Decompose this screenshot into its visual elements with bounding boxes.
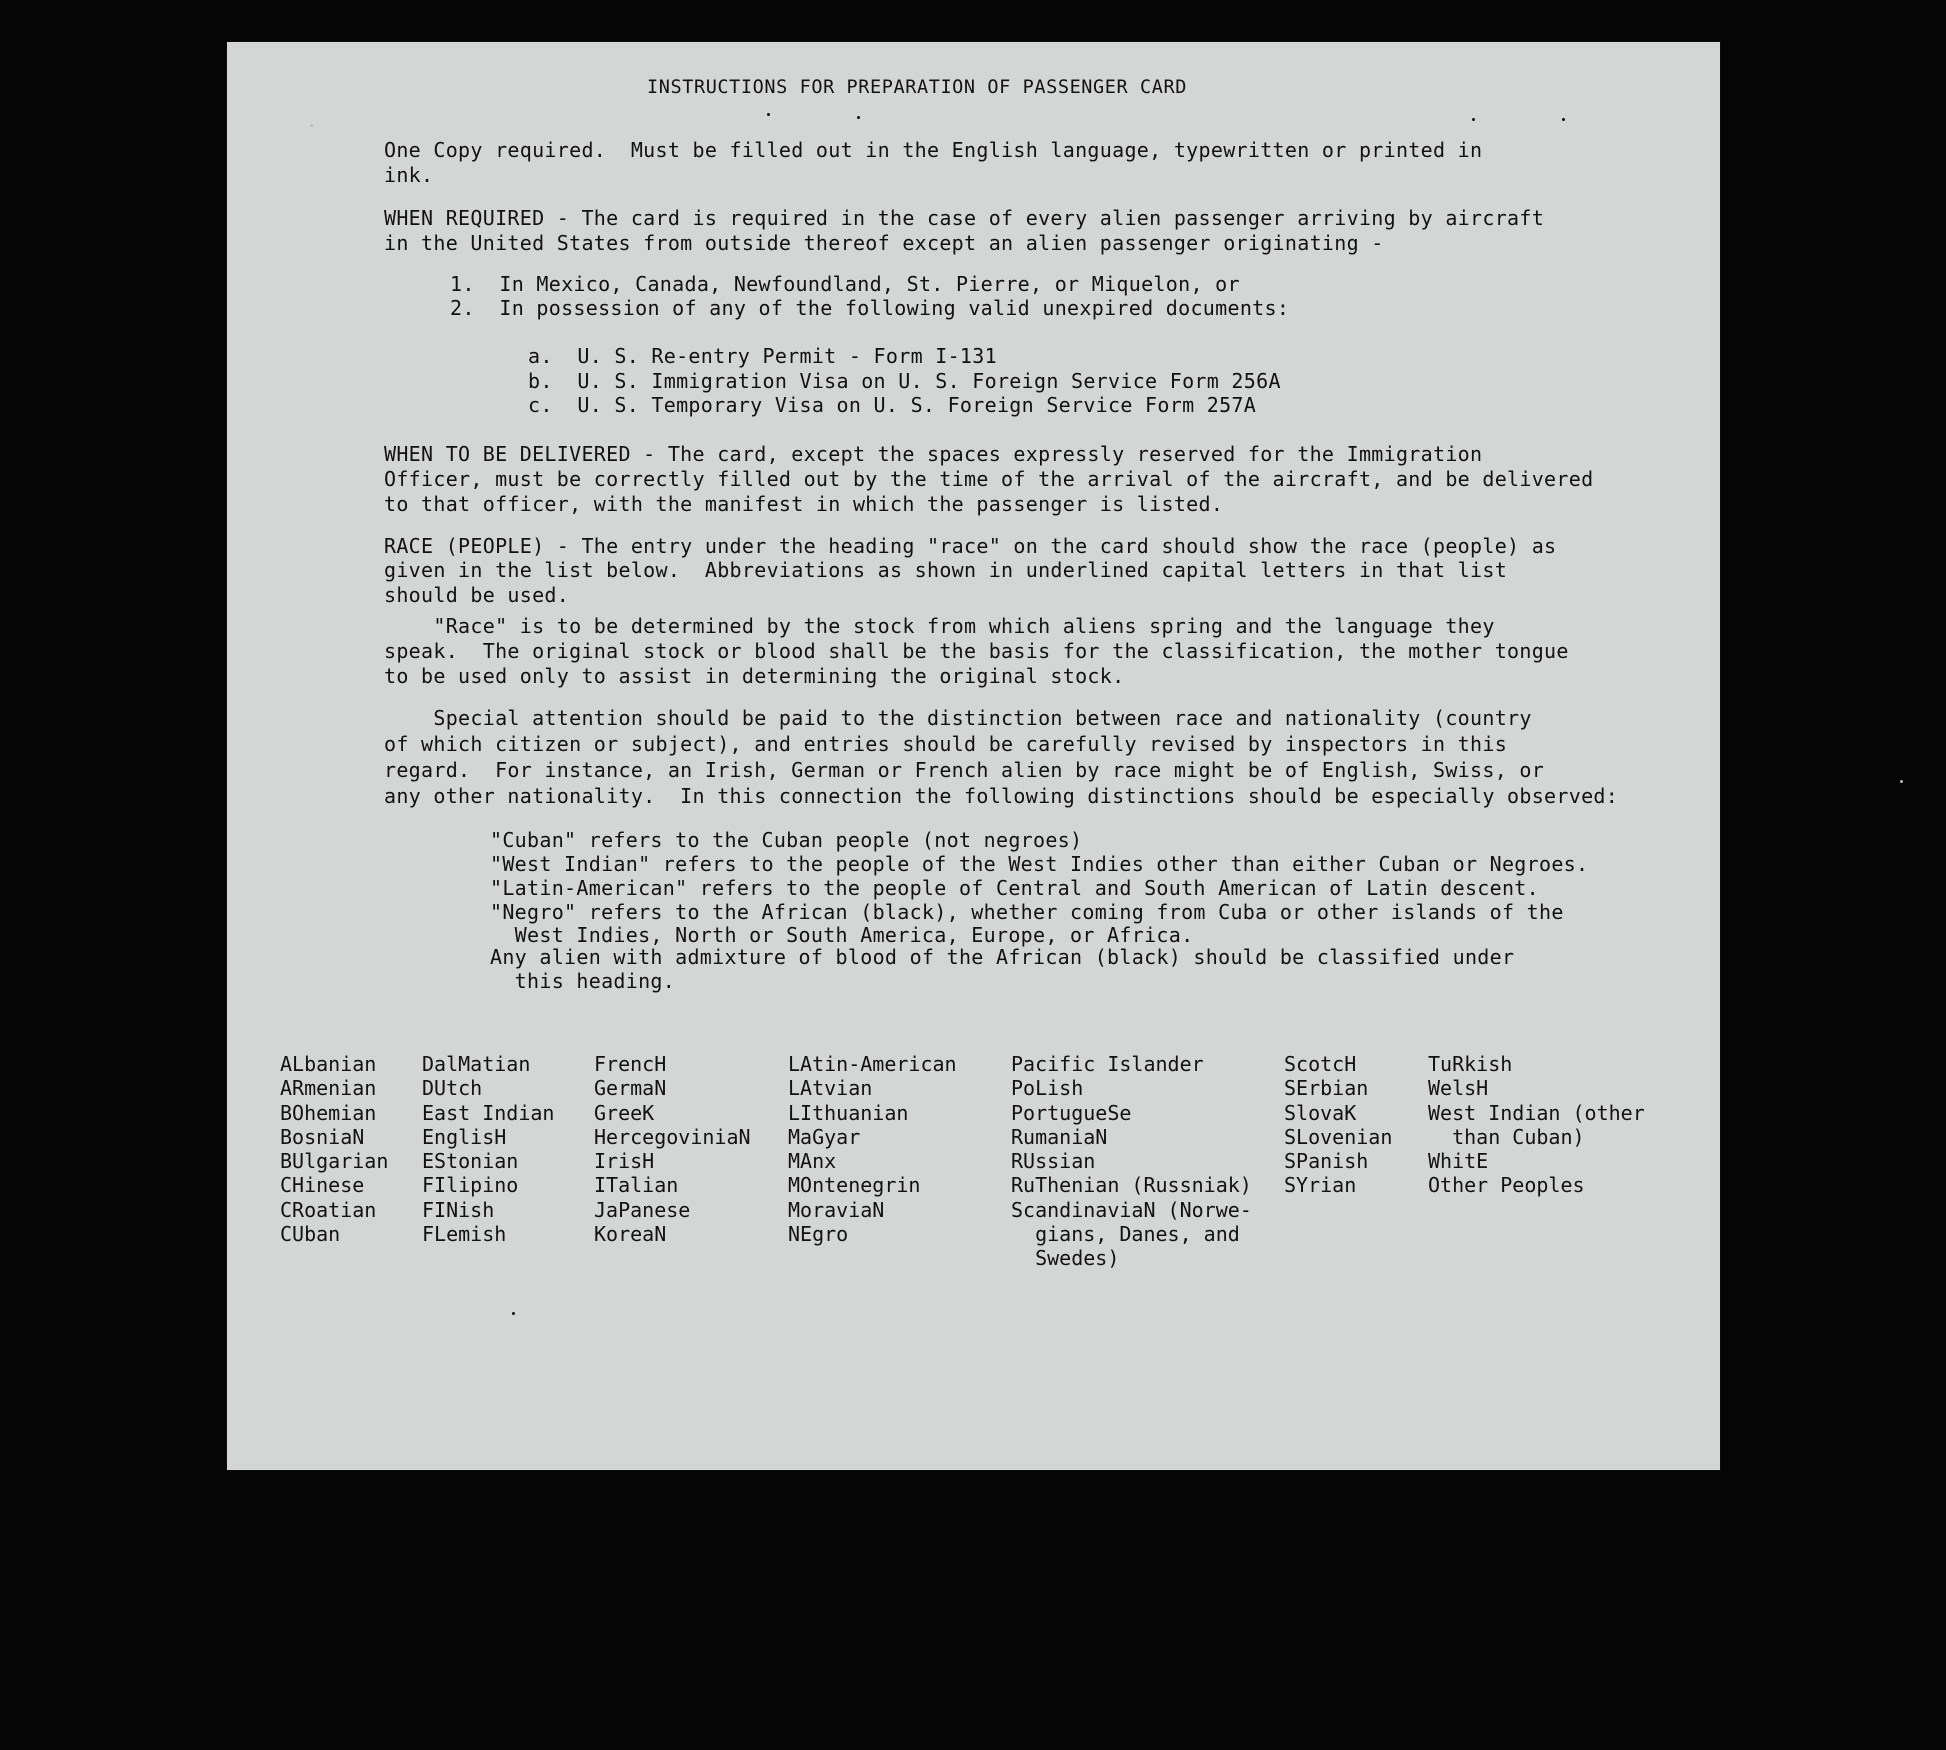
race-list-item: LIthuanian (788, 1100, 909, 1125)
race-list-item: DUtch (422, 1076, 483, 1101)
race-list-item: LAtin-American (788, 1052, 957, 1076)
race-list-item: DalMatian (422, 1052, 531, 1076)
race-line-3: should be used. (384, 583, 570, 607)
race-list-item: SYrian (1284, 1173, 1357, 1198)
race-list-column-1 (280, 1052, 388, 1246)
race-list-item: MoraviaN (788, 1197, 885, 1222)
race-list-item: RumaniaN (1011, 1124, 1108, 1149)
race-list-item: FrencH (594, 1052, 667, 1076)
race-list-item: WelsH (1428, 1076, 1489, 1101)
instruction-sheet (227, 42, 1720, 1470)
race-definition-line-2: speak. The original stock or blood shall be the basis for the classification, the mother tongue (384, 639, 1569, 663)
race-list-item: BOhemian (280, 1100, 377, 1125)
race-line-1: RACE (PEOPLE) - The entry under the heading "race" on the card should show the race (people) as (384, 534, 1557, 558)
intro-line-2: ink. (384, 163, 434, 187)
race-list-item: ALbanian (280, 1052, 377, 1076)
race-list-item: MAnx (788, 1149, 837, 1174)
race-list-item: FINish (422, 1197, 495, 1222)
race-list-item: HercegoviniaN (594, 1124, 751, 1149)
speck-mark (512, 1312, 515, 1315)
race-list-item: SErbian (1284, 1076, 1369, 1101)
race-list-item: Other Peoples (1428, 1173, 1585, 1198)
race-list-item: ScotcH (1284, 1052, 1357, 1076)
when-required-line-1: WHEN REQUIRED - The card is required in the case of every alien passenger arriving by aircraft (384, 206, 1545, 230)
race-list-item: SlovaK (1284, 1100, 1357, 1125)
speck-mark (1472, 118, 1475, 121)
race-list-item: EnglisH (422, 1124, 507, 1149)
race-list-item: CRoatian (280, 1197, 377, 1222)
race-list-item: KoreaN (594, 1222, 667, 1247)
race-list-item: RUssian (1011, 1149, 1096, 1174)
race-list-item: West Indian (other (1428, 1100, 1645, 1125)
race-list-item: JaPanese (594, 1197, 691, 1222)
when-required-line-2: in the United States from outside thereof except an alien passenger originating - (384, 231, 1384, 255)
race-list-column-3 (594, 1052, 751, 1246)
distinction-west-indian: "West Indian" refers to the people of the West Indies other than either Cuban or Negroes. (490, 852, 1589, 876)
when-delivered-line-1: WHEN TO BE DELIVERED - The card, except the spaces expressly reserved for the Immigration (384, 442, 1483, 466)
race-list-item: PortugueSe (1011, 1100, 1132, 1125)
race-list-item: Pacific Islander (1011, 1052, 1204, 1076)
race-list-item: SPanish (1284, 1149, 1369, 1174)
race-list-item: gians, Danes, and (1011, 1222, 1240, 1247)
race-list-item: MOntenegrin (788, 1173, 921, 1198)
race-list-column-2 (422, 1052, 554, 1246)
race-list-item: CHinese (280, 1173, 365, 1198)
speck-mark (1562, 118, 1565, 121)
race-line-2: given in the list below. Abbreviations as shown in underlined capital letters in that list (384, 558, 1508, 582)
race-list-item: BosniaN (280, 1124, 365, 1149)
race-list-item: TuRkish (1428, 1052, 1513, 1076)
race-definition-line-3: to be used only to assist in determining the original stock. (384, 664, 1125, 688)
speck-mark (310, 124, 313, 127)
race-list-item: RuThenian (Russniak) (1011, 1173, 1252, 1198)
race-list-item: FIlipino (422, 1173, 519, 1198)
document-title: INSTRUCTIONS FOR PREPARATION OF PASSENGER CARD (647, 77, 1187, 98)
distinction-negro-line-2: West Indies, North or South America, Europe, or Africa. (490, 923, 1194, 947)
document-sub-b: b. U. S. Immigration Visa on U. S. Foreign Service Form 256A (528, 369, 1281, 393)
race-list-item: GreeK (594, 1100, 655, 1125)
race-list-item: BUlgarian (280, 1149, 389, 1174)
speck-mark (1900, 780, 1903, 783)
when-delivered-line-2: Officer, must be correctly filled out by the time of the arrival of the aircraft, and be delivered (384, 467, 1594, 491)
race-list-item: FLemish (422, 1222, 507, 1247)
distinction-cuban: "Cuban" refers to the Cuban people (not negroes) (490, 828, 1083, 852)
race-list-item: SLovenian (1284, 1124, 1393, 1149)
when-required-item-2: 2. In possession of any of the following valid unexpired documents: (450, 296, 1290, 320)
when-required-item-1: 1. In Mexico, Canada, Newfoundland, St. Pierre, or Miquelon, or (450, 272, 1240, 296)
distinction-negro-line-1: "Negro" refers to the African (black), whether coming from Cuba or other islands of the (490, 900, 1564, 924)
distinction-latin-american: "Latin-American" refers to the people of Central and South American of Latin descent. (490, 876, 1539, 900)
race-list-column-7 (1428, 1052, 1645, 1198)
race-list-item: EStonian (422, 1149, 519, 1174)
race-list-item: GermaN (594, 1076, 667, 1101)
race-list-item: NEgro (788, 1222, 849, 1247)
race-list-item: East Indian (422, 1100, 555, 1125)
speck-mark (857, 116, 860, 119)
race-list-item: IrisH (594, 1149, 655, 1174)
distinction-admixture-line-2: this heading. (490, 969, 676, 993)
when-delivered-line-3: to that officer, with the manifest in which the passenger is listed. (384, 492, 1224, 516)
race-definition-line-1: "Race" is to be determined by the stock from which aliens spring and the language they (384, 614, 1495, 638)
intro-line-1: One Copy required. Must be filled out in the English language, typewritten or printed in (384, 138, 1483, 162)
race-list-item: WhitE (1428, 1149, 1489, 1174)
document-sub-c: c. U. S. Temporary Visa on U. S. Foreign Service Form 257A (528, 393, 1257, 417)
race-list-item: PoLish (1011, 1076, 1084, 1101)
race-list-item: than Cuban) (1428, 1124, 1585, 1149)
special-attention-line-2: of which citizen or subject), and entries should be carefully revised by inspectors in this (384, 732, 1508, 756)
race-list-item: CUban (280, 1222, 341, 1247)
document-sub-a: a. U. S. Re-entry Permit - Form I-131 (528, 344, 997, 368)
special-attention-line-3: regard. For instance, an Irish, German or French alien by race might be of English, Swiss, or (384, 758, 1545, 782)
race-list-column-4 (788, 1052, 957, 1246)
race-list-item: LAtvian (788, 1076, 873, 1101)
distinction-admixture-line-1: Any alien with admixture of blood of the African (black) should be classified under (490, 945, 1515, 969)
race-list-item: ARmenian (280, 1076, 377, 1101)
special-attention-line-1: Special attention should be paid to the distinction between race and nationality (country (384, 706, 1532, 730)
race-list-item: ScandinaviaN (Norwe- (1011, 1197, 1252, 1222)
race-list-column-6 (1284, 1052, 1392, 1198)
special-attention-line-4: any other nationality. In this connection the following distinctions should be especially observed: (384, 784, 1619, 808)
race-list-item: Swedes) (1011, 1246, 1120, 1271)
race-list-item: ITalian (594, 1173, 679, 1198)
race-list-column-5 (1011, 1052, 1252, 1271)
speck-mark (767, 113, 770, 116)
race-list-item: MaGyar (788, 1124, 861, 1149)
